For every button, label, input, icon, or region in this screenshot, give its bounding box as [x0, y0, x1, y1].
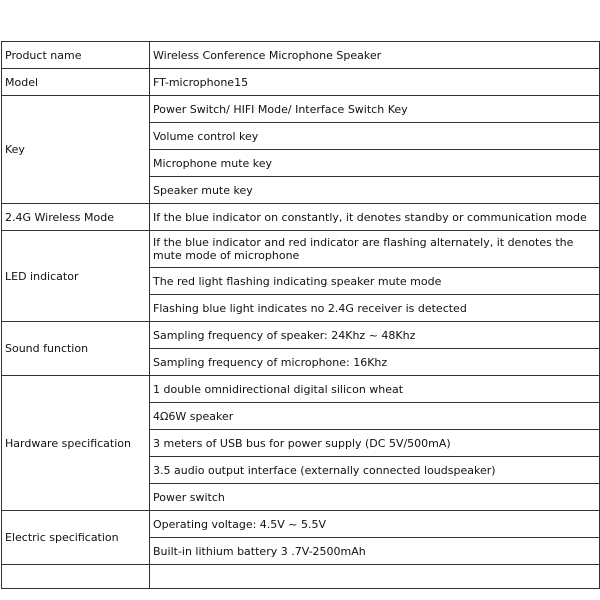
- key-label: Key: [2, 96, 150, 204]
- table-row-key: [2, 96, 600, 123]
- wireless-mode-label: 2.4G Wireless Mode: [2, 204, 150, 231]
- spec-table: [1, 41, 600, 589]
- wireless-mode-value: If the blue indicator on constantly, it denotes standby or communication mode: [150, 204, 600, 231]
- key-value: Power Switch/ HIFI Mode/ Interface Switch Key: [150, 96, 600, 123]
- sound-function-value: Sampling frequency of speaker: 24Khz ~ 48Khz: [150, 322, 600, 349]
- table-row-hardware: [2, 376, 600, 403]
- model-label: Model: [2, 69, 150, 96]
- key-value: Speaker mute key: [150, 177, 600, 204]
- electric-value: Built-in lithium battery 3 .7V-2500mAh: [150, 538, 600, 565]
- hardware-value: 4Ω6W speaker: [150, 403, 600, 430]
- hardware-value: Power switch: [150, 484, 600, 511]
- sound-function-value: Sampling frequency of microphone: 16Khz: [150, 349, 600, 376]
- product-name-label: Product name: [2, 42, 150, 69]
- electric-value: Operating voltage: 4.5V ~ 5.5V: [150, 511, 600, 538]
- table-row-wireless-mode: [2, 204, 600, 231]
- table-row-led: [2, 231, 600, 268]
- led-indicator-value: If the blue indicator and red indicator are flashing alternately, it denotes the mute mode of microphone: [150, 231, 600, 268]
- electric-label: Electric specification: [2, 511, 150, 565]
- led-indicator-value: The red light flashing indicating speaker mute mode: [150, 268, 600, 295]
- table-row-empty: [2, 565, 600, 589]
- hardware-label: Hardware specification: [2, 376, 150, 511]
- empty-cell: [2, 565, 150, 589]
- led-indicator-label: LED indicator: [2, 231, 150, 322]
- table-row-model: [2, 69, 600, 96]
- table-row-product-name: [2, 42, 600, 69]
- table-row-sound: [2, 322, 600, 349]
- led-indicator-value: Flashing blue light indicates no 2.4G receiver is detected: [150, 295, 600, 322]
- empty-cell: [150, 565, 600, 589]
- hardware-value: 1 double omnidirectional digital silicon wheat: [150, 376, 600, 403]
- table-row-electric: [2, 511, 600, 538]
- hardware-value: 3 meters of USB bus for power supply (DC 5V/500mA): [150, 430, 600, 457]
- product-name-value: Wireless Conference Microphone Speaker: [150, 42, 600, 69]
- key-value: Volume control key: [150, 123, 600, 150]
- sound-function-label: Sound function: [2, 322, 150, 376]
- hardware-value: 3.5 audio output interface (externally connected loudspeaker): [150, 457, 600, 484]
- model-value: FT-microphone15: [150, 69, 600, 96]
- key-value: Microphone mute key: [150, 150, 600, 177]
